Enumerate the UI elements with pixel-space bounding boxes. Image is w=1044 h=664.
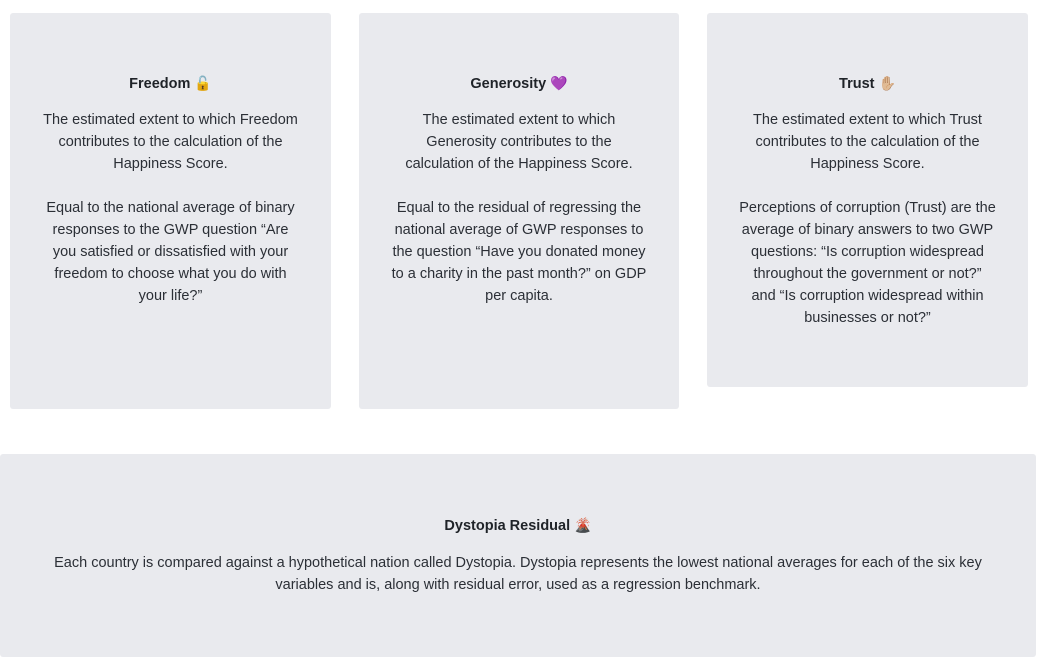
generosity-title-text: Generosity bbox=[470, 76, 547, 92]
volcano-icon: 🌋 bbox=[574, 518, 592, 534]
generosity-description: The estimated extent to which Generosity contributes to the calculation of the Happiness Score. bbox=[405, 112, 633, 172]
dystopia-title-text: Dystopia Residual bbox=[444, 518, 571, 534]
trust-title-text: Trust bbox=[839, 76, 875, 92]
freedom-card bbox=[10, 13, 331, 409]
generosity-card bbox=[359, 13, 679, 409]
generosity-card-title bbox=[359, 74, 679, 94]
trust-detail: Perceptions of corruption (Trust) are the average of binary answers to two GWP questions: “Is corruption widespread throughout the government or not?” and “Is corruption widespread within businesses or not?” bbox=[739, 200, 996, 326]
freedom-detail: Equal to the national average of binary responses to the GWP question “Are you satisfied or dissatisfied with your freedom to choose what you do with your life?” bbox=[46, 200, 295, 304]
freedom-card-title bbox=[10, 74, 331, 94]
dystopia-card-title bbox=[0, 516, 1036, 536]
dystopia-residual-card bbox=[0, 454, 1036, 657]
trust-description: The estimated extent to which Trust contributes to the calculation of the Happiness Score. bbox=[753, 112, 982, 172]
dystopia-description: Each country is compared against a hypothetical nation called Dystopia. Dystopia represents the lowest national averages for each of the six key variables and is, along with residual error, used as a regression benchmark. bbox=[54, 555, 982, 593]
unlocked-padlock-icon: 🔓 bbox=[194, 76, 212, 92]
generosity-detail: Equal to the residual of regressing the national average of GWP responses to the question “Have you donated money to a charity in the past month?” on GDP per capita. bbox=[391, 200, 647, 304]
trust-card bbox=[707, 13, 1028, 387]
freedom-description: The estimated extent to which Freedom contributes to the calculation of the Happiness Score. bbox=[43, 112, 298, 172]
freedom-title-text: Freedom bbox=[129, 76, 191, 92]
trust-card-title bbox=[707, 74, 1028, 94]
raised-hand-icon: ✋🏼 bbox=[878, 76, 896, 92]
purple-heart-icon: 💜 bbox=[550, 76, 568, 92]
